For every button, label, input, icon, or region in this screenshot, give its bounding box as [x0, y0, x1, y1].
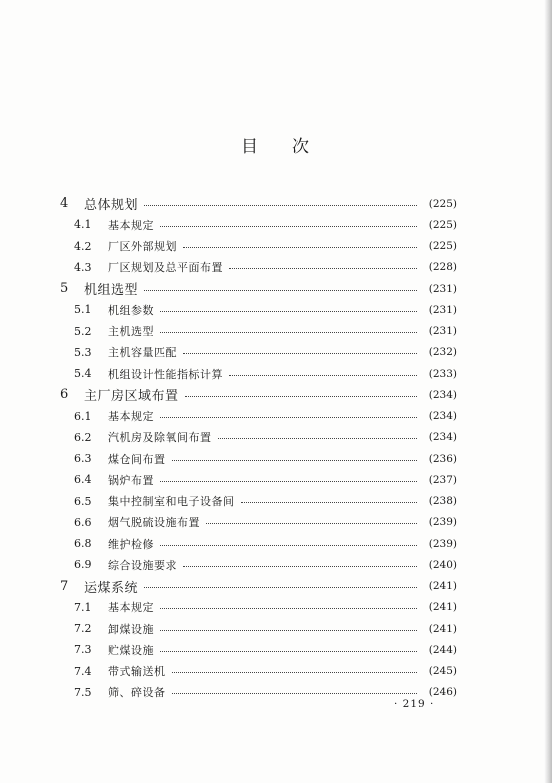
dot-leader	[160, 410, 417, 422]
toc-section-entry[interactable]	[60, 214, 457, 235]
toc-section-entry[interactable]	[60, 299, 457, 320]
page-edge-shadow	[544, 0, 552, 783]
toc-entry-title: 煤仓间布置	[108, 452, 166, 466]
toc-entry-page: (244)	[428, 643, 457, 656]
dot-leader	[160, 644, 417, 656]
toc-entry-title: 运煤系统	[84, 580, 139, 596]
toc-entry-number: 4.2	[74, 239, 92, 253]
toc-entry-title: 筛、碎设备	[108, 686, 166, 700]
dot-leader	[172, 453, 418, 465]
toc-entry-page: (241)	[428, 580, 457, 593]
toc-entry-number: 7	[60, 578, 69, 594]
dot-leader	[144, 580, 417, 592]
toc-entry-title: 烟气脱硫设施布置	[108, 516, 200, 530]
toc-entry-title: 维护检修	[108, 537, 154, 551]
title-char-2: 次	[292, 137, 311, 157]
toc-entry-title: 基本规定	[108, 218, 154, 232]
toc-entry-number: 5	[60, 281, 69, 297]
toc-entry-title: 锅炉布置	[108, 473, 154, 487]
toc-entry-number: 4.1	[74, 218, 92, 232]
toc-section-entry[interactable]	[60, 661, 457, 682]
toc-section-entry[interactable]	[60, 342, 457, 363]
dot-leader	[218, 431, 418, 443]
dot-leader	[160, 219, 417, 231]
toc-section-entry[interactable]	[60, 406, 457, 427]
toc-section-entry[interactable]	[60, 639, 457, 660]
toc-section-entry[interactable]	[60, 533, 457, 554]
page-number: · 219 ·	[394, 698, 435, 710]
dot-leader	[241, 495, 418, 507]
toc-entry-page: (245)	[428, 665, 457, 678]
toc-entry-number: 5.4	[74, 367, 92, 381]
dot-leader	[172, 686, 418, 698]
toc-section-entry[interactable]	[60, 554, 457, 575]
toc-entry-title: 卸煤设施	[108, 622, 154, 636]
toc-entry-number: 6.5	[74, 494, 92, 508]
toc-entry-page: (240)	[428, 558, 457, 571]
toc-entry-page: (241)	[428, 601, 457, 614]
toc-entry-page: (234)	[428, 410, 457, 423]
toc-chapter-entry[interactable]	[60, 384, 457, 405]
toc-entry-number: 6.3	[74, 452, 92, 466]
dot-leader	[185, 389, 417, 401]
toc-entry-number: 5.2	[74, 324, 92, 338]
dot-leader	[183, 346, 417, 358]
toc-entry-number: 7.2	[74, 622, 92, 636]
toc-entry-title: 集中控制室和电子设备间	[108, 495, 235, 509]
toc-entry-page: (239)	[428, 516, 457, 529]
dot-leader	[160, 623, 417, 635]
dot-leader	[183, 240, 417, 252]
toc-entry-number: 4.3	[74, 260, 92, 274]
toc-entry-title: 机组选型	[84, 283, 139, 299]
toc-entry-number: 6.6	[74, 515, 92, 529]
toc-entry-title: 综合设施要求	[108, 558, 177, 572]
toc-entry-number: 6	[60, 387, 69, 403]
dot-leader	[144, 283, 417, 295]
toc-entry-title: 主机选型	[108, 325, 154, 339]
toc-entry-page: (231)	[428, 325, 457, 338]
dot-leader	[160, 325, 417, 337]
toc-entry-title: 汽机房及除氧间布置	[108, 431, 212, 445]
toc-section-entry[interactable]	[60, 491, 457, 512]
dot-leader	[160, 304, 417, 316]
dot-leader	[183, 559, 417, 571]
toc-entry-title: 带式输送机	[108, 665, 166, 679]
toc-entry-number: 7.1	[74, 600, 92, 614]
dot-leader	[160, 538, 417, 550]
toc-section-entry[interactable]	[60, 427, 457, 448]
toc-entry-number: 6.4	[74, 473, 92, 487]
toc-entry-page: (231)	[428, 303, 457, 316]
toc-chapter-entry[interactable]	[60, 576, 457, 597]
toc-entry-title: 机组参数	[108, 303, 154, 317]
toc-entry-page: (225)	[428, 240, 457, 253]
toc-entry-number: 4	[60, 196, 69, 212]
toc-entry-page: (246)	[428, 686, 457, 699]
toc-entry-number: 5.1	[74, 303, 92, 317]
toc-entry-page: (241)	[428, 622, 457, 635]
toc-section-entry[interactable]	[60, 363, 457, 384]
table-of-contents	[60, 193, 457, 703]
page-title	[0, 132, 552, 157]
toc-entry-number: 7.5	[74, 685, 92, 699]
toc-entry-title: 厂区外部规划	[108, 240, 177, 254]
toc-entry-page: (234)	[428, 431, 457, 444]
title-char-1: 目	[241, 137, 260, 157]
toc-entry-page: (225)	[428, 218, 457, 231]
toc-section-entry[interactable]	[60, 618, 457, 639]
toc-entry-title: 基本规定	[108, 601, 154, 615]
toc-entry-page: (233)	[428, 367, 457, 380]
toc-entry-title: 基本规定	[108, 410, 154, 424]
toc-chapter-entry[interactable]	[60, 278, 457, 299]
toc-entry-number: 7.3	[74, 643, 92, 657]
toc-entry-page: (239)	[428, 537, 457, 550]
dot-leader	[229, 261, 417, 273]
toc-entry-page: (228)	[428, 261, 457, 274]
toc-section-entry[interactable]	[60, 236, 457, 257]
dot-leader	[144, 198, 417, 210]
dot-leader	[160, 601, 417, 613]
toc-entry-page: (232)	[428, 346, 457, 359]
toc-entry-page: (236)	[428, 452, 457, 465]
dot-leader	[229, 368, 417, 380]
toc-chapter-entry[interactable]	[60, 193, 457, 214]
toc-entry-number: 7.4	[74, 664, 92, 678]
toc-section-entry[interactable]	[60, 448, 457, 469]
toc-entry-title: 总体规划	[84, 198, 139, 214]
dot-leader	[160, 474, 417, 486]
toc-entry-title: 厂区规划及总平面布置	[108, 261, 223, 275]
dot-leader	[206, 516, 417, 528]
toc-section-entry[interactable]	[60, 257, 457, 278]
toc-entry-title: 贮煤设施	[108, 643, 154, 657]
toc-entry-number: 6.8	[74, 537, 92, 551]
toc-entry-page: (225)	[428, 197, 457, 210]
toc-entry-page: (237)	[428, 473, 457, 486]
toc-entry-page: (234)	[428, 388, 457, 401]
dot-leader	[172, 665, 418, 677]
toc-entry-number: 6.1	[74, 409, 92, 423]
toc-section-entry[interactable]	[60, 469, 457, 490]
toc-section-entry[interactable]	[60, 597, 457, 618]
toc-entry-number: 6.2	[74, 430, 92, 444]
toc-entry-title: 主厂房区域布置	[84, 389, 179, 405]
toc-entry-title: 机组设计性能指标计算	[108, 367, 223, 381]
toc-entry-number: 6.9	[74, 558, 92, 572]
toc-entry-title: 主机容量匹配	[108, 346, 177, 360]
toc-entry-page: (231)	[428, 282, 457, 295]
toc-section-entry[interactable]	[60, 512, 457, 533]
toc-entry-number: 5.3	[74, 345, 92, 359]
toc-entry-page: (238)	[428, 495, 457, 508]
toc-section-entry[interactable]	[60, 321, 457, 342]
